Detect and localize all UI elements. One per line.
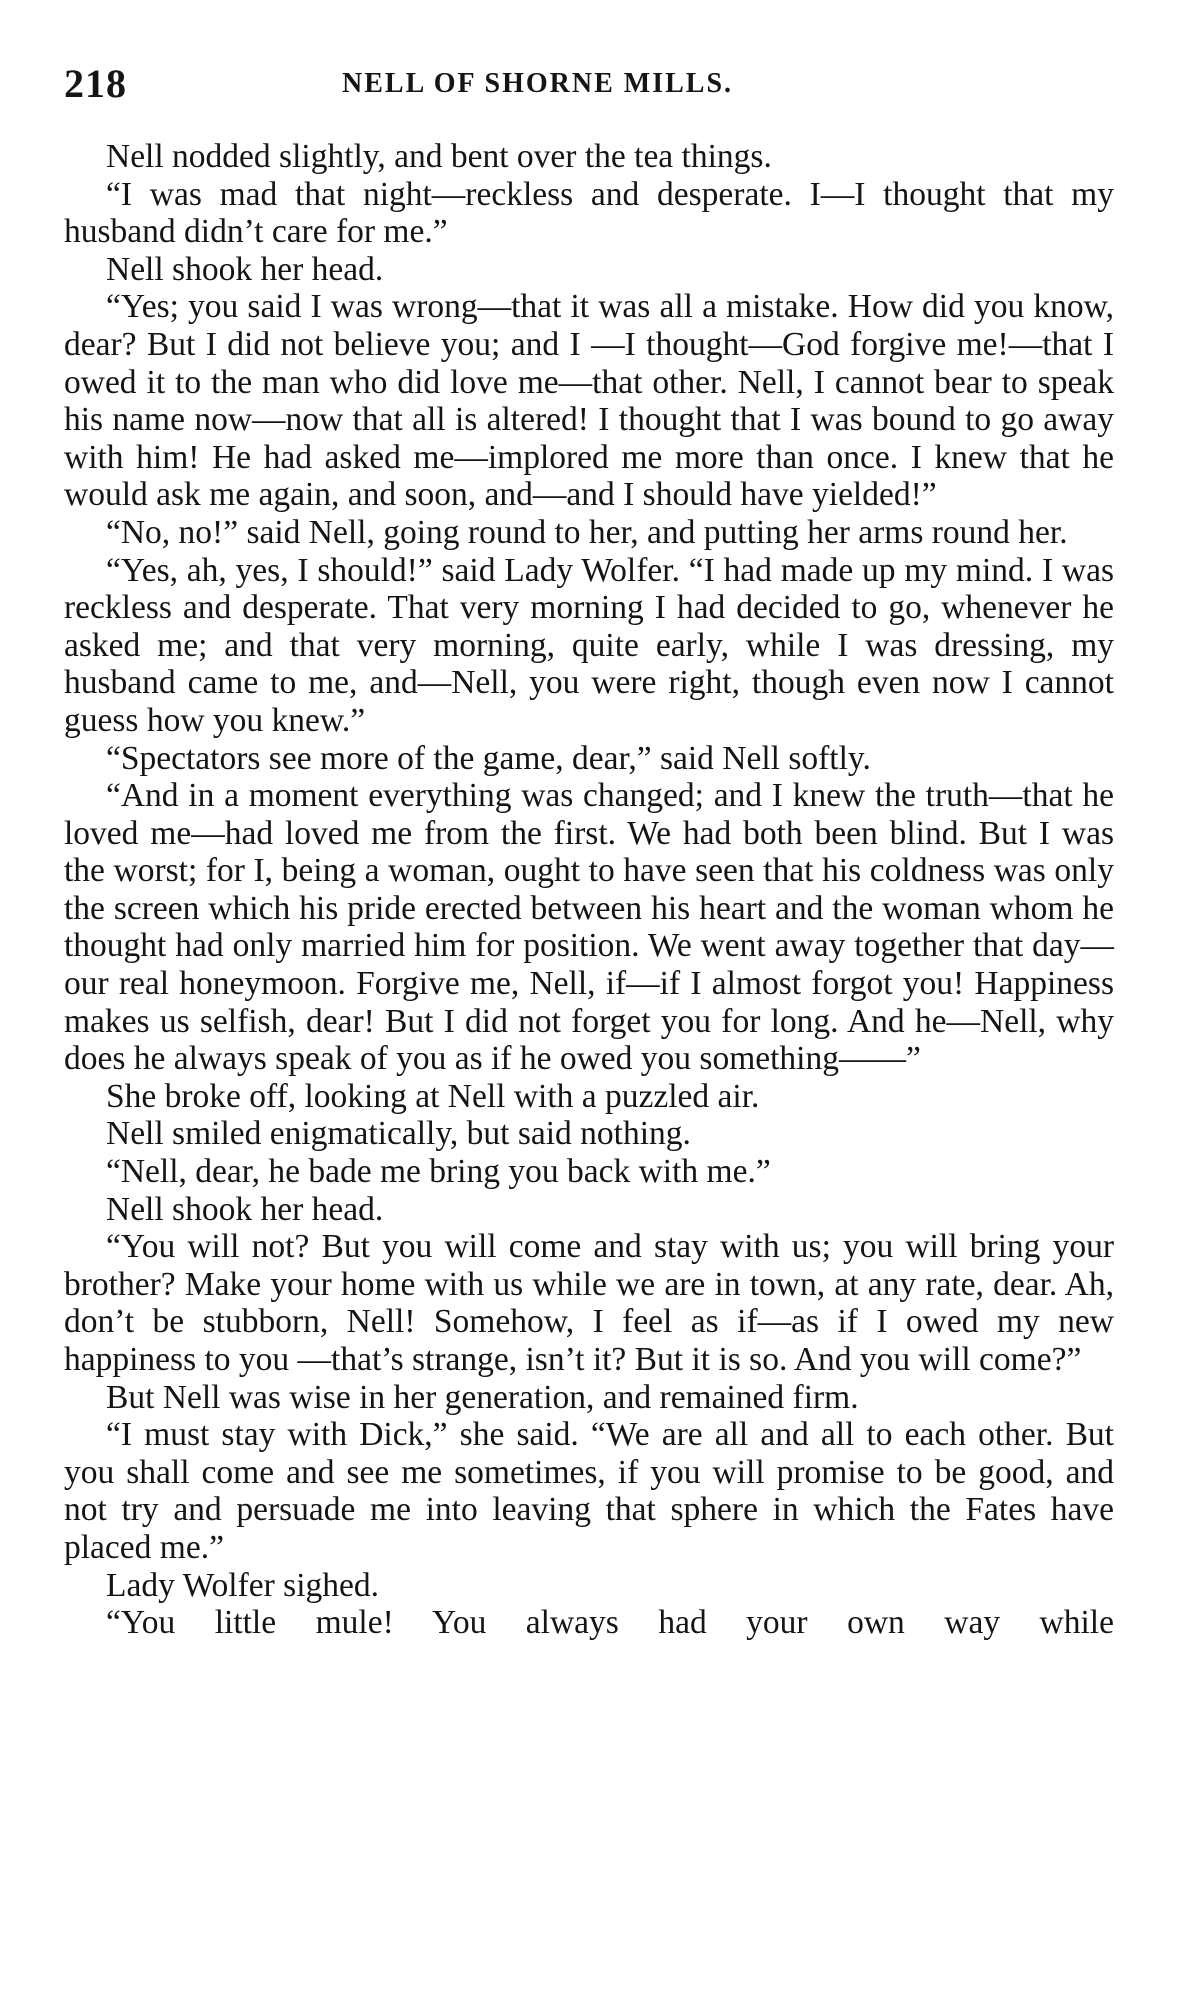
paragraph: She broke off, looking at Nell with a puzzled air. <box>106 1077 760 1115</box>
paragraph: “Spectators see more of the game, dear,” said Nell softly. <box>106 739 871 777</box>
paragraph: But Nell was wise in her generation, and remained firm. <box>106 1378 859 1416</box>
paragraph: “You little mule! You always had your own way while <box>106 1604 1114 1642</box>
paragraph: Nell shook her head. <box>106 1190 384 1228</box>
running-head <box>64 60 1114 120</box>
paragraph: “I must stay with Dick,” she said. “We are all and all to each other. But you shall come and see me sometimes, if you will promise to be good, and not try and persuade me into leaving that sphere in which the Fates have placed me.” <box>64 1416 1114 1566</box>
running-title: NELL OF SHORNE MILLS. <box>342 68 734 99</box>
paragraph: Nell shook her head. <box>106 250 384 288</box>
paragraph: Lady Wolfer sighed. <box>106 1566 379 1604</box>
paragraph: “Yes, ah, yes, I should!” said Lady Wolfer. “I had made up my mind. I was reckless and desperate. That very morning I had decided to go, whenever he asked me; and that very morning, quite early, while I was dressing, my husband came to me, and—Nell, you were right, though even now I cannot guess how you knew.” <box>64 551 1114 739</box>
body-text <box>64 138 1114 1642</box>
paragraph: “Yes; you said I was wrong—that it was all a mistake. How did you know, dear? But I did not believe you; and I —I thought—God forgive me!—that I owed it to the man who did love me—that other. Nell, I cannot bear to speak his name now—now that all is altered! I thought that I was bound to go away with him! He had asked me—implored me more than once. I knew that he would ask me again, and soon, and—and I should have yielded!” <box>64 288 1114 514</box>
page-number: 218 <box>64 61 127 106</box>
paragraph: “I was mad that night—reckless and desperate. I—I thought that my husband didn’t care for me.” <box>64 175 1114 251</box>
paragraph: Nell nodded slightly, and bent over the tea things. <box>106 138 772 175</box>
paragraph: “Nell, dear, he bade me bring you back with me.” <box>106 1153 771 1191</box>
paragraph: “You will not? But you will come and stay with us; you will bring your brother? Make your home with us while we are in town, at any rate, dear. Ah, don’t be stubborn, Nell! Somehow, I feel as if—as if I owed my new happiness to you —that’s strange, isn’t it? But it is so. And you will come?” <box>64 1228 1114 1378</box>
paragraph: Nell smiled enigmatically, but said nothing. <box>106 1115 691 1153</box>
paragraph: “And in a moment everything was changed; and I knew the truth—that he loved me—had loved me from the first. We had both been blind. But I was the worst; for I, being a woman, ought to have seen that his coldness was only the screen which his pride erected between his heart and the woman whom he thought had only married him for position. We went away together that day—our real honeymoon. Forgive me, Nell, if—if I almost forgot you! Happiness makes us selfish, dear! But I did not forget you for long. And he—Nell, why does he always speak of you as if he owed you something——” <box>64 777 1114 1078</box>
book-page <box>64 60 1114 1642</box>
paragraph: “No, no!” said Nell, going round to her, and putting her arms round her. <box>106 513 1068 551</box>
